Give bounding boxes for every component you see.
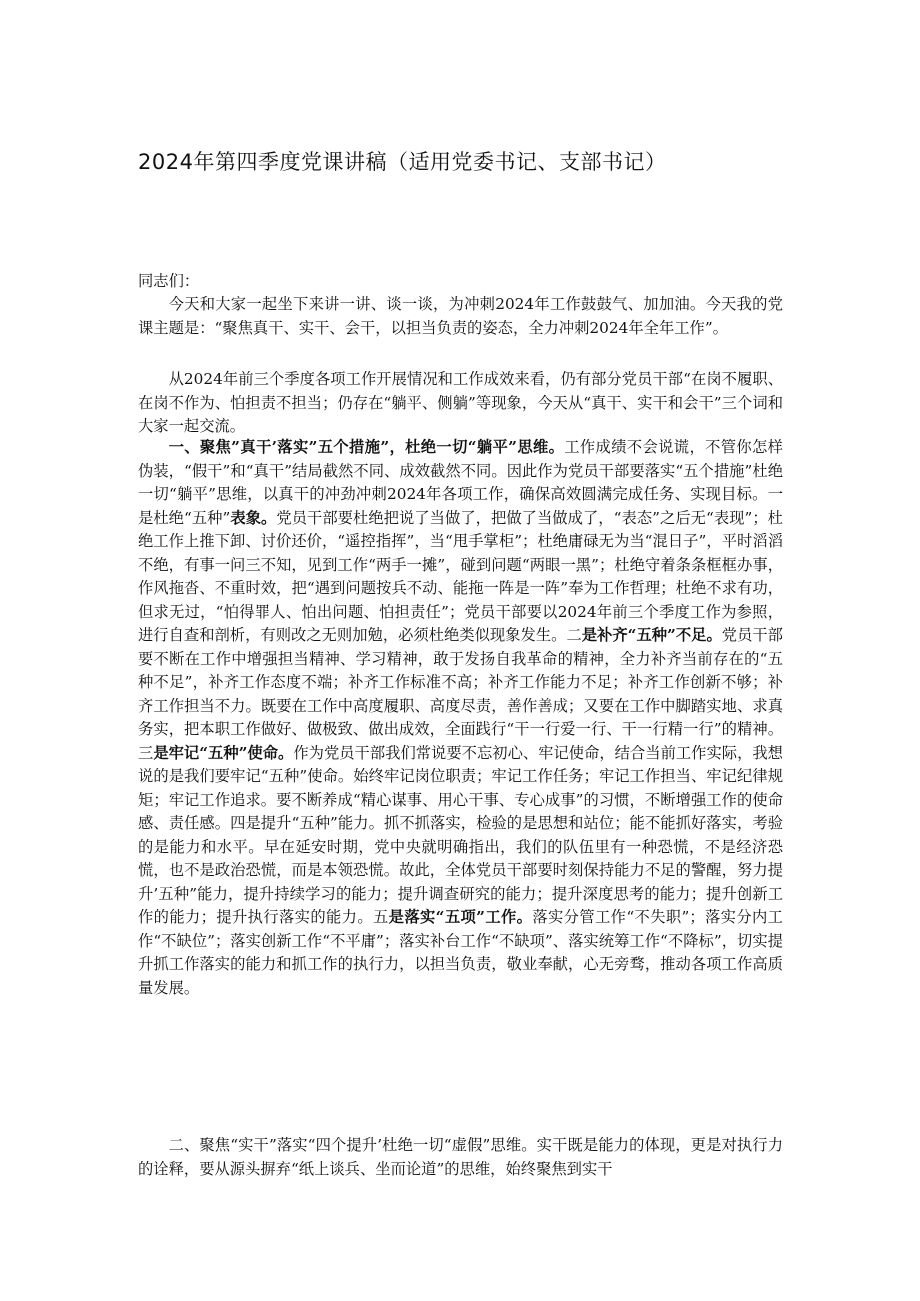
section-one-text <box>138 436 783 1000</box>
document-title: 2024年第四季度党课讲稿（适用党委书记、支部书记） <box>138 150 667 174</box>
section-one <box>138 436 783 1000</box>
section-two-text: 二、聚焦“实干”落实“四个提升’杜绝一切“虚假”思维。实干既是能力的体现，更是对执行力的诠释，要从源头摒弃“纸上谈兵、坐而论道”的思维，始终聚焦到实干 <box>138 1136 783 1178</box>
paragraph-intro-text: 今天和大家一起坐下来讲一讲、谈一谈，为冲刺2024年工作鼓鼓气、加加油。今天我的党课主题是：“聚焦真干、实干、会干，以担当负责的姿态，全力冲刺2024年全年工作”。 <box>138 295 783 337</box>
section-one-body-3: 党员干部要不断在工作中增强担当精神、学习精神，敢于发扬自我革命的精神，全力补齐当前存在的“五种不足”，补齐工作态度不端；补齐工作标准不高；补齐工作能力不足；补齐工作创新不够；补齐工作担当不力。既要在工作中高度履职、高度尽责，善作善成；又要在工作中脚踏实地、求真务实，把本职工作做好、做极致、做出成效，全面践行“干一行爱一行、干一行精一行”的精神。三 <box>138 626 783 762</box>
section-one-body-1: 工作成绩不会说谎，不管你怎样伪装，“假干”和“真干”结局截然不同、成效截然不同。因此作为党员干部要落实“五个措施”杜绝一切“躺平”思维，以真干的冲劲冲刺2024年各项工作，确保高效圆满完成任务、实现目标。一是杜绝“五种” <box>138 438 783 527</box>
salutation-text: 同志们： <box>138 272 200 290</box>
section-one-body-5: 落实分管工作“不失职”；落实分内工作“不缺位”；落实创新工作“不平庸”；落实补台工作“不缺项”、落实统筹工作“不降标”，切实提升抓工作落实的能力和抓工作的执行力，以担当负责，敬业奉献，心无旁骛，推动各项工作高质量发展。 <box>138 908 783 997</box>
salutation <box>138 270 783 294</box>
section-one-heading: 一、聚焦”真干’落实”五个措施”，杜绝一切“躺平”思维。 <box>168 438 565 456</box>
section-one-bold-3: 是牢记“五种”使命。 <box>153 743 294 762</box>
paragraph-context <box>138 368 783 439</box>
section-one-bold-2: 是补齐“五种”不足。 <box>581 626 722 644</box>
section-two <box>138 1134 783 1181</box>
paragraph-context-text: 从2024年前三个季度各项工作开展情况和工作成效来看，仍有部分党员干部“在岗不履职、在岗不作为、怕担责不担当；仍存在“躺平、侧躺”等现象，今天从“真干、实干和会干”三个词和大家一起交流。 <box>138 370 783 435</box>
section-one-bold-1: 表象。 <box>230 508 277 527</box>
section-one-body-4: 作为党员干部我们常说要不忘初心、牢记使命，结合当前工作实际，我想说的是我们要牢记“五种”使命。始终牢记岗位职责；牢记工作任务；牢记工作担当、牢记纪律规矩；牢记工作追求。要不断养成“精心谋事、用心干事、专心成事”的习惯，不断增强工作的使命感、责任感。四是提升“五种”能力。抓不抓落实，检验的是思想和站位；能不能抓好落实，考验的是能力和水平。早在延安时期，党中央就明确指出，我们的队伍里有一种恐慌，不是经济恐慌，也不是政治恐慌，而是本领恐慌。故此，全体党员干部要时刻保持能力不足的警醒，努力提升’五种”能力，提升持续学习的能力；提升调查研究的能力；提升深度思考的能力；提升创新工作的能力；提升执行落实的能力。五 <box>138 743 783 926</box>
paragraph-intro <box>138 293 783 340</box>
section-one-bold-4: 是落实“五项”工作。 <box>388 908 533 926</box>
section-one-body-2: 党员干部要杜绝把说了当做了，把做了当做成了，“表态”之后无“表现”；杜绝工作上推下卸、讨价还价，“遥控指挥”，当“甩手掌柜”；杜绝庸碌无为当“混日子”，平时滔滔不绝，有事一问三不知，见到工作“两手一摊”，碰到问题“两眼一黑”；杜绝守着条条框框办事，作风拖沓、不重时效，把“遇到问题按兵不动、能拖一阵是一阵”奉为工作哲理；杜绝不求有功，但求无过，“怕得罪人、怕出问题、怕担责任”；党员干部要以2024年前三个季度工作为参照，进行自查和剖析，有则改之无则加勉，必须杜绝类似现象发生。二 <box>138 508 783 644</box>
